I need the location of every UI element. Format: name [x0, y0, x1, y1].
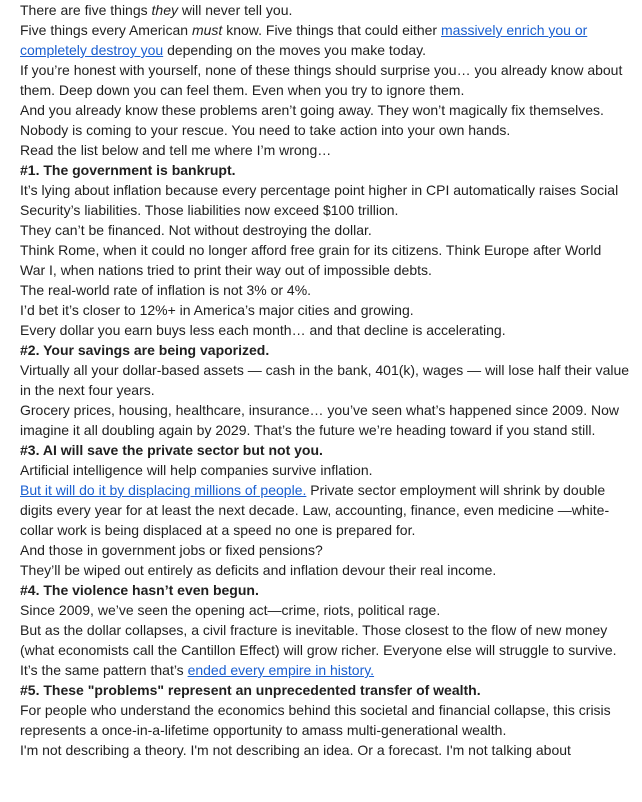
emphasis-they: they	[151, 2, 178, 18]
intro-paragraph-4: And you already know these problems aren’t going away. They won’t magically fix themselves. Nobody is coming to your rescue. You need to take action into your own hands.	[20, 102, 604, 138]
ended-every-empire-link[interactable]: ended every empire in history.	[187, 662, 375, 678]
section-4-paragraph	[20, 660, 630, 680]
emphasis-must: must	[191, 22, 223, 38]
section-4-text: It’s the same pattern that’s	[20, 662, 188, 678]
section-4-paragraph: But as the dollar collapses, a civil fracture is inevitable. Those closest to the flow of new money (what economists call the Cantillon Effect) will grow richer. Everyone else will struggle to survive.	[20, 622, 617, 658]
intro-text: depending on the moves you make today.	[163, 42, 426, 58]
section-4-paragraph: Since 2009, we’ve seen the opening act—crime, riots, political rage.	[20, 602, 441, 618]
enrich-or-destroy-link[interactable]: massively enrich you or completely destroy you	[20, 22, 588, 58]
section-1-paragraph: Think Rome, when it could no longer afford free grain for its citizens. Think Europe after World War I, when nations tried to print their way out of impossible debts.	[20, 242, 602, 278]
section-3-paragraph: Artificial intelligence will help companies survive inflation.	[20, 462, 373, 478]
section-1-paragraph: It’s lying about inflation because every percentage point higher in CPI automatically raises Social Security’s liabilities. Those liabilities now exceed $100 trillion.	[20, 182, 619, 218]
intro-text: Five things every American	[20, 22, 192, 38]
bottom-fade	[0, 786, 642, 802]
section-1-heading: #1. The government is bankrupt.	[20, 162, 236, 178]
section-1-paragraph: Every dollar you earn buys less each month… and that decline is accelerating.	[20, 322, 506, 338]
section-5-paragraph: For people who understand the economics behind this societal and financial collapse, this crisis represents a once-in-a-lifetime opportunity to amass multi-generational wealth.	[20, 702, 611, 738]
section-1-paragraph: The real-world rate of inflation is not 3% or 4%.	[20, 282, 312, 298]
section-5-heading: #5. These "problems" represent an unprecedented transfer of wealth.	[20, 682, 481, 698]
section-3-paragraph: They’ll be wiped out entirely as deficits and inflation devour their real income.	[20, 562, 497, 578]
section-1-paragraph: I’d bet it’s closer to 12%+ in America’s major cities and growing.	[20, 302, 414, 318]
intro-text: know. Five things that could either	[222, 22, 441, 38]
section-2-paragraph: Grocery prices, housing, healthcare, insurance… you’ve seen what’s happened since 2009. Now imagine it all doubling again by 2029. That’s the future we’re heading toward if you stand still.	[20, 402, 619, 438]
section-4-heading: #4. The violence hasn’t even begun.	[20, 582, 259, 598]
intro-paragraph-3: If you’re honest with yourself, none of these things should surprise you… you already know about them. Deep down you can feel them. Even when you try to ignore them.	[20, 62, 623, 98]
displacing-millions-link[interactable]: But it will do it by displacing millions of people.	[20, 482, 307, 498]
section-1-paragraph: They can’t be financed. Not without destroying the dollar.	[20, 222, 372, 238]
section-3-text: Private sector employment will shrink by double digits every year for at least the next decade. Law, accounting, finance, even medicine —white-collar work is being displaced at a speed no one is prepared for.	[20, 482, 610, 538]
section-2-heading: #2. Your savings are being vaporized.	[20, 342, 270, 358]
section-3-paragraph: And those in government jobs or fixed pensions?	[20, 542, 323, 558]
intro-paragraph-2	[20, 20, 630, 60]
section-2-paragraph: Virtually all your dollar-based assets — cash in the bank, 401(k), wages — will lose half their value in the next four years.	[20, 362, 630, 398]
section-3-heading: #3. AI will save the private sector but not you.	[20, 442, 323, 458]
intro-text: will never tell you.	[177, 2, 293, 18]
intro-paragraph-5: Read the list below and tell me where I’m wrong…	[20, 142, 332, 158]
article-body	[20, 0, 630, 760]
section-5-paragraph: I'm not describing a theory. I'm not describing an idea. Or a forecast. I'm not talking about	[20, 742, 571, 758]
section-3-paragraph	[20, 480, 630, 540]
intro-text: There are five things	[20, 2, 152, 18]
intro-paragraph-1	[20, 0, 630, 20]
